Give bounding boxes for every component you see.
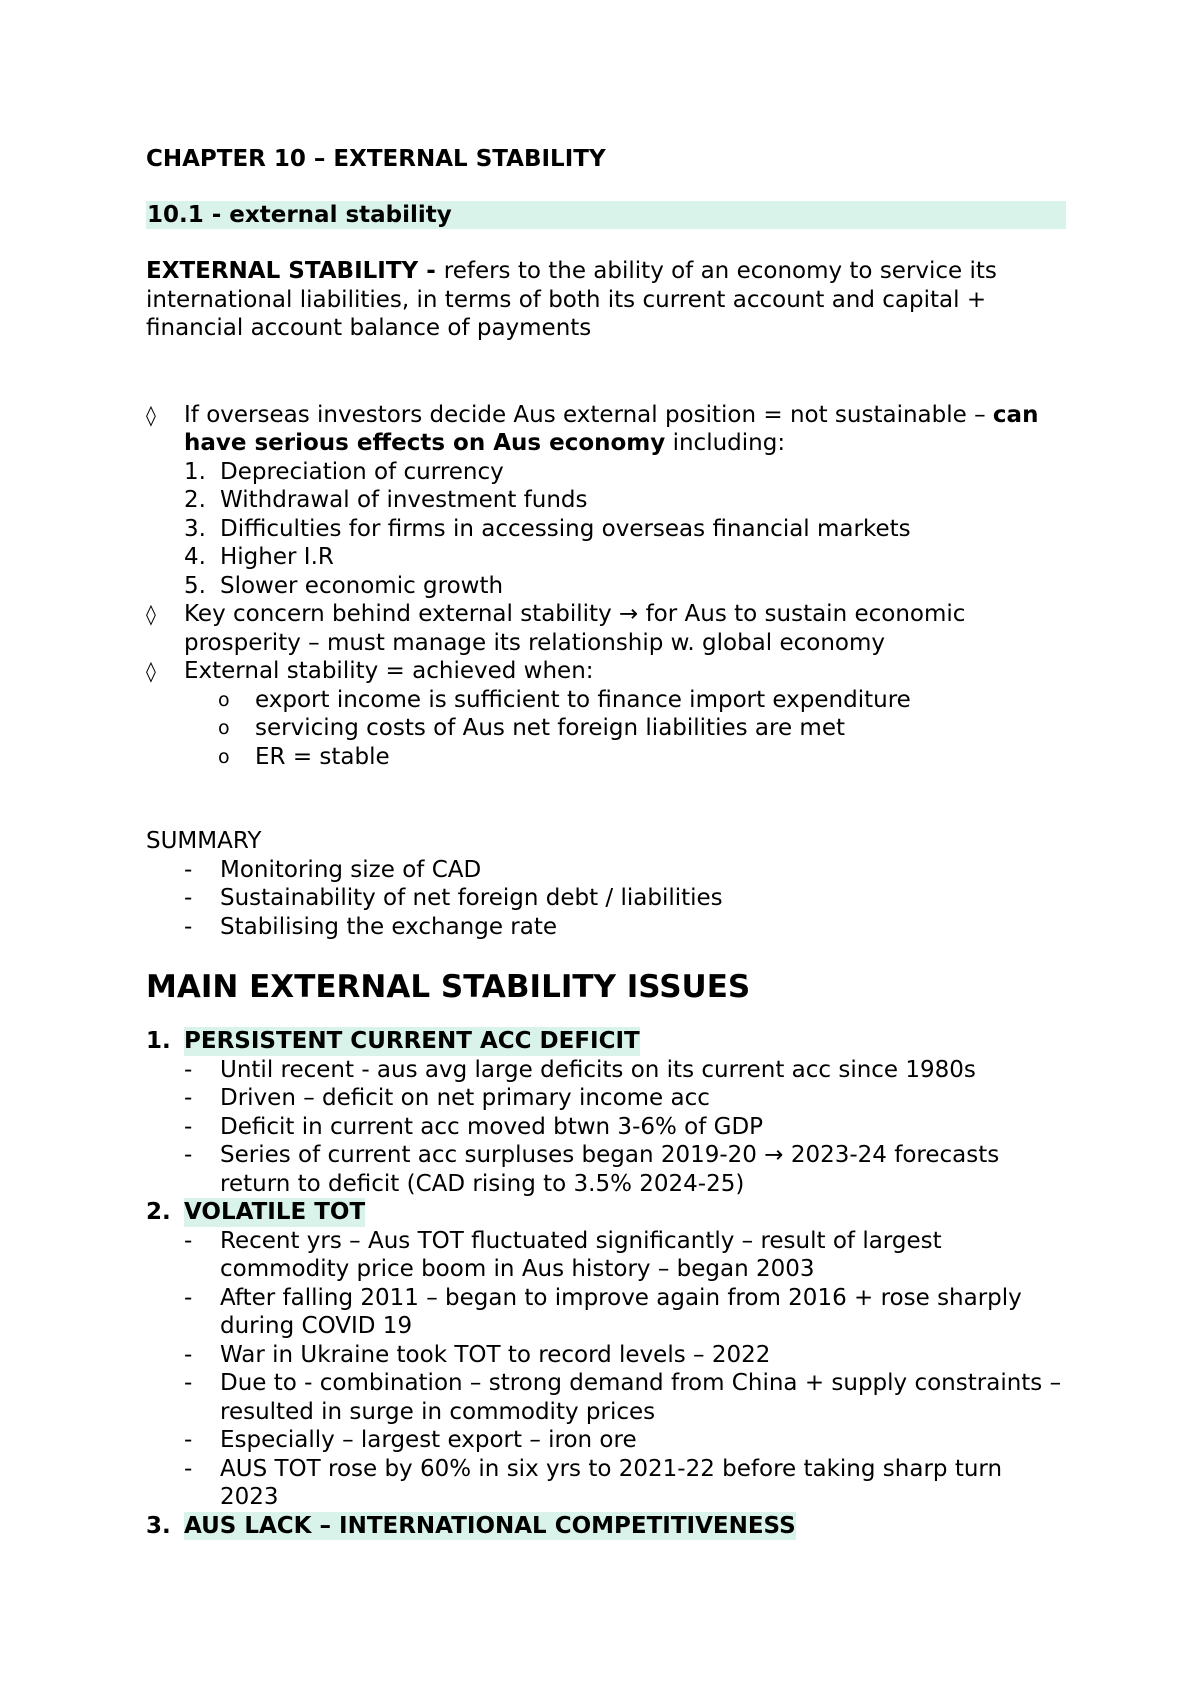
issue-item: - Deficit in current acc moved btwn 3-6% of GDP bbox=[146, 1113, 1066, 1142]
section-heading: 10.1 - external stability bbox=[146, 201, 1066, 230]
summary-title: SUMMARY bbox=[146, 828, 262, 854]
dash-bullet: - bbox=[184, 1113, 193, 1140]
diamond-bullet-icon: ◊ bbox=[146, 402, 156, 427]
dash-bullet: - bbox=[184, 913, 193, 940]
point-achieved-when: ◊ External stability = achieved when: bbox=[146, 658, 594, 684]
effect-item: 1. Depreciation of currency bbox=[184, 458, 504, 485]
condition-item: o ER = stable bbox=[218, 743, 390, 770]
circle-bullet-icon: o bbox=[218, 688, 230, 711]
dash-bullet: - bbox=[184, 1427, 193, 1453]
issue-item: - Series of current acc surpluses began 2019-20 → 2023-24 forecasts return to deficit (CAD rising to 3.5% 2024-25) bbox=[146, 1141, 1066, 1198]
chapter-title: CHAPTER 10 – EXTERNAL STABILITY bbox=[146, 146, 606, 172]
issue-item: - Especially – largest export – iron ore bbox=[146, 1426, 1066, 1455]
definition-paragraph bbox=[146, 257, 1066, 343]
summary-item: - Stabilising the exchange rate bbox=[146, 913, 1066, 942]
issue-item: - War in Ukraine took TOT to record levels – 2022 bbox=[146, 1341, 1066, 1370]
issue-item: - Driven – deficit on net primary income acc bbox=[146, 1084, 1066, 1113]
summary-item: - Monitoring size of CAD bbox=[146, 856, 1066, 885]
issue-item: - After falling 2011 – began to improve again from 2016 + rose sharply during COVID 19 bbox=[146, 1284, 1066, 1341]
summary-item: - Sustainability of net foreign debt / liabilities bbox=[146, 884, 1066, 913]
point-key-concern: ◊ Key concern behind external stability → for Aus to sustain economic prosperity – must manage its relationship w. global economy bbox=[146, 601, 966, 656]
circle-bullet-icon: o bbox=[218, 745, 230, 768]
dash-bullet: - bbox=[184, 1227, 193, 1254]
condition-item: o servicing costs of Aus net foreign liabilities are met bbox=[218, 715, 845, 741]
diamond-bullet-icon: ◊ bbox=[146, 659, 156, 683]
condition-item: o export income is sufficient to finance import expenditure bbox=[218, 686, 911, 713]
dash-bullet: - bbox=[184, 1142, 193, 1168]
issue-item: - Until recent - aus avg large deficits on its current acc since 1980s bbox=[146, 1056, 1066, 1085]
dash-bullet: - bbox=[184, 1085, 193, 1111]
dash-bullet: - bbox=[184, 1284, 193, 1311]
dash-bullet: - bbox=[184, 856, 193, 883]
document-body bbox=[146, 145, 1066, 1540]
dash-bullet: - bbox=[184, 885, 193, 911]
issue-heading: 1. PERSISTENT CURRENT ACC DEFICIT bbox=[146, 1028, 640, 1054]
point-investors-text: If overseas investors decide Aus external position = not sustainable – bbox=[184, 401, 993, 428]
effect-item: 4. Higher I.R bbox=[184, 544, 334, 570]
main-title: MAIN EXTERNAL STABILITY ISSUES bbox=[146, 969, 751, 1005]
dash-bullet: - bbox=[184, 1370, 193, 1396]
issue-item: - Recent yrs – Aus TOT fluctuated significantly – result of largest commodity price boom in Aus history – began 2003 bbox=[146, 1227, 1066, 1284]
issue-heading: 2. VOLATILE TOT bbox=[146, 1199, 366, 1225]
issue-item: - AUS TOT rose by 60% in six yrs to 2021-22 before taking sharp turn 2023 bbox=[146, 1455, 1066, 1512]
dash-bullet: - bbox=[184, 1341, 193, 1368]
point-investors-bold: can have serious effects on Aus economy bbox=[184, 401, 1039, 456]
circle-bullet-icon: o bbox=[218, 717, 230, 739]
definition-text: refers to the ability of an economy to service its international liabilities, in terms of both its current account and capital + financial account balance of payments bbox=[146, 258, 997, 341]
diamond-bullet-icon: ◊ bbox=[146, 602, 156, 626]
definition-term: EXTERNAL STABILITY - bbox=[146, 258, 444, 284]
key-points bbox=[146, 401, 1066, 772]
effect-item: 2. Withdrawal of investment funds bbox=[184, 487, 588, 513]
dash-bullet: - bbox=[184, 1455, 193, 1482]
point-investors-tail: including: bbox=[665, 430, 786, 456]
effect-item: 5. Slower economic growth bbox=[184, 572, 504, 599]
point-investors bbox=[146, 401, 1066, 458]
issue-heading: 3. AUS LACK – INTERNATIONAL COMPETITIVENESS bbox=[146, 1512, 796, 1539]
effect-item: 3. Difficulties for firms in accessing overseas financial markets bbox=[184, 515, 911, 542]
dash-bullet: - bbox=[184, 1056, 193, 1083]
issue-item: - Due to - combination – strong demand from China + supply constraints – resulted in surge in commodity prices bbox=[146, 1369, 1066, 1426]
